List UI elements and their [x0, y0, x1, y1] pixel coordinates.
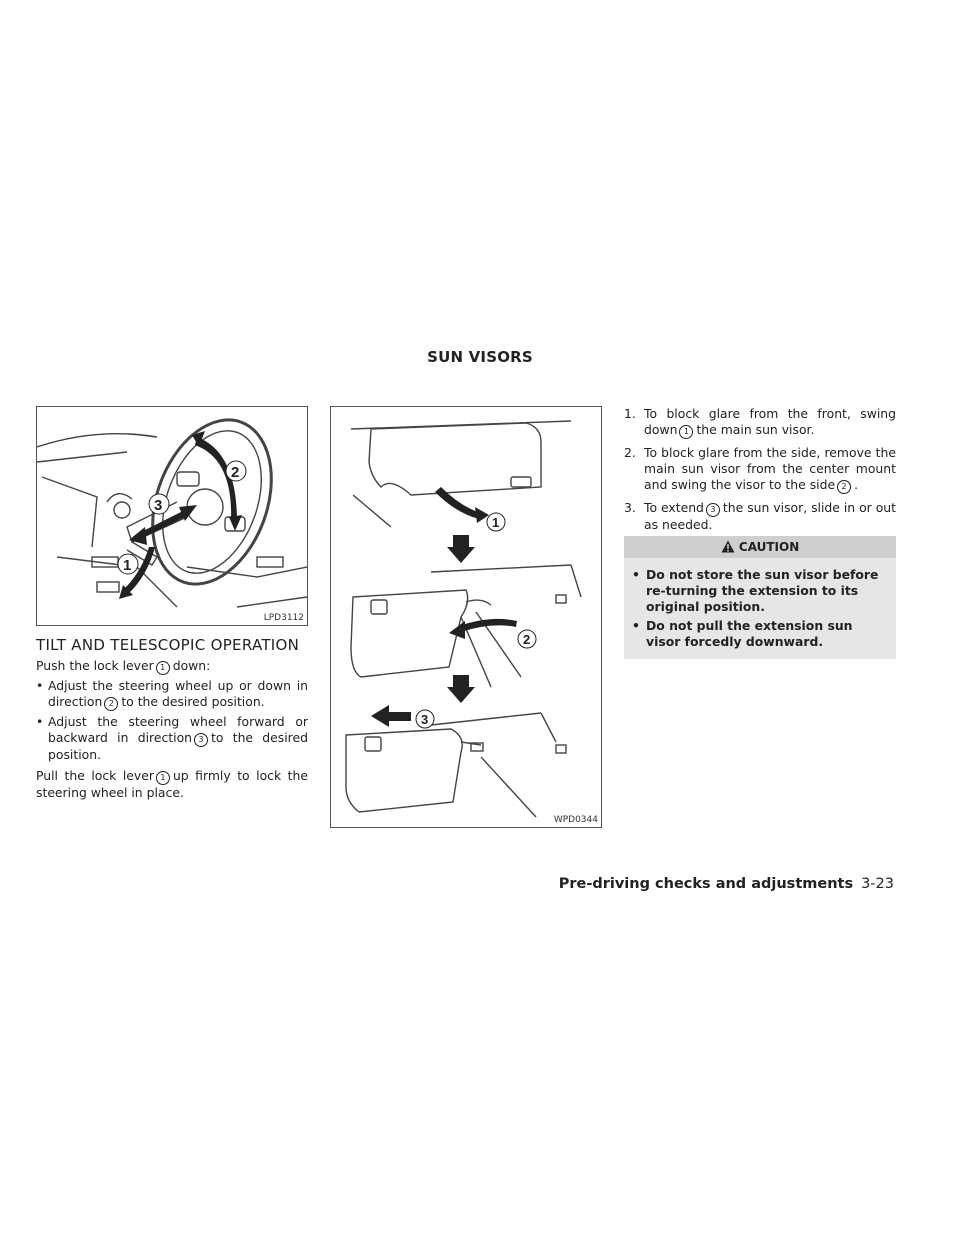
footer-section: Pre-driving checks and adjustments: [558, 876, 854, 892]
ref-circle: 1: [156, 661, 170, 675]
visor-label-3: 3: [421, 712, 429, 727]
page-footer: [559, 876, 894, 892]
subsection-heading: TILT AND TELESCOPIC OPERATION: [36, 636, 300, 654]
ref-circle: 2: [837, 480, 851, 494]
ref-circle: 3: [194, 733, 208, 747]
figure-label-2: 2: [231, 464, 240, 481]
section-title: SUN VISORS: [427, 348, 533, 366]
figure-label-3: 3: [154, 497, 163, 514]
steering-illustration: [37, 407, 307, 625]
step-item: 2. To block glare from the side, remove the main sun visor from the center mount and swing the visor to the side 2 .: [624, 445, 896, 492]
figure-code: LPD3112: [263, 613, 304, 623]
caution-body: [624, 558, 896, 659]
warning-icon: [721, 540, 735, 553]
ref-circle: 3: [706, 503, 720, 517]
figure-label-1: 1: [123, 557, 132, 574]
intro-paragraph: Push the lock lever 1 down:: [36, 658, 211, 673]
caution-item: • Do not pull the extension sun visor forcedly downward.: [632, 618, 853, 649]
left-body: [36, 658, 308, 801]
sun-visor-illustration: [331, 407, 601, 827]
page-number: 3-23: [861, 876, 894, 892]
visor-label-1: 1: [492, 515, 500, 530]
right-body: [624, 406, 896, 539]
caution-item: • Do not store the sun visor before re-turning the extension to its original position.: [632, 567, 879, 614]
sun-visor-figure: [330, 406, 602, 828]
outro-paragraph: Pull the lock lever 1 up firmly to lock the steering wheel in place.: [36, 768, 308, 800]
ref-circle: 1: [156, 771, 170, 785]
visor-label-2: 2: [523, 632, 531, 647]
caution-box: [624, 536, 896, 659]
ref-circle: 1: [679, 425, 693, 439]
figure-code: WPD0344: [553, 815, 598, 825]
step-item: 3. To extend 3 the sun visor, slide in or out as needed.: [624, 500, 896, 532]
bullet-item: • Adjust the steering wheel up or down in direction 2 to the desired position.: [36, 678, 308, 709]
ref-circle: 2: [104, 697, 118, 711]
step-item: 1. To block glare from the front, swing down 1 the main sun visor.: [624, 406, 896, 437]
steering-figure: [36, 406, 308, 626]
bullet-item: • Adjust the steering wheel forward or backward in direction 3 to the desired position.: [36, 714, 308, 762]
caution-header: CAUTION: [624, 536, 896, 558]
